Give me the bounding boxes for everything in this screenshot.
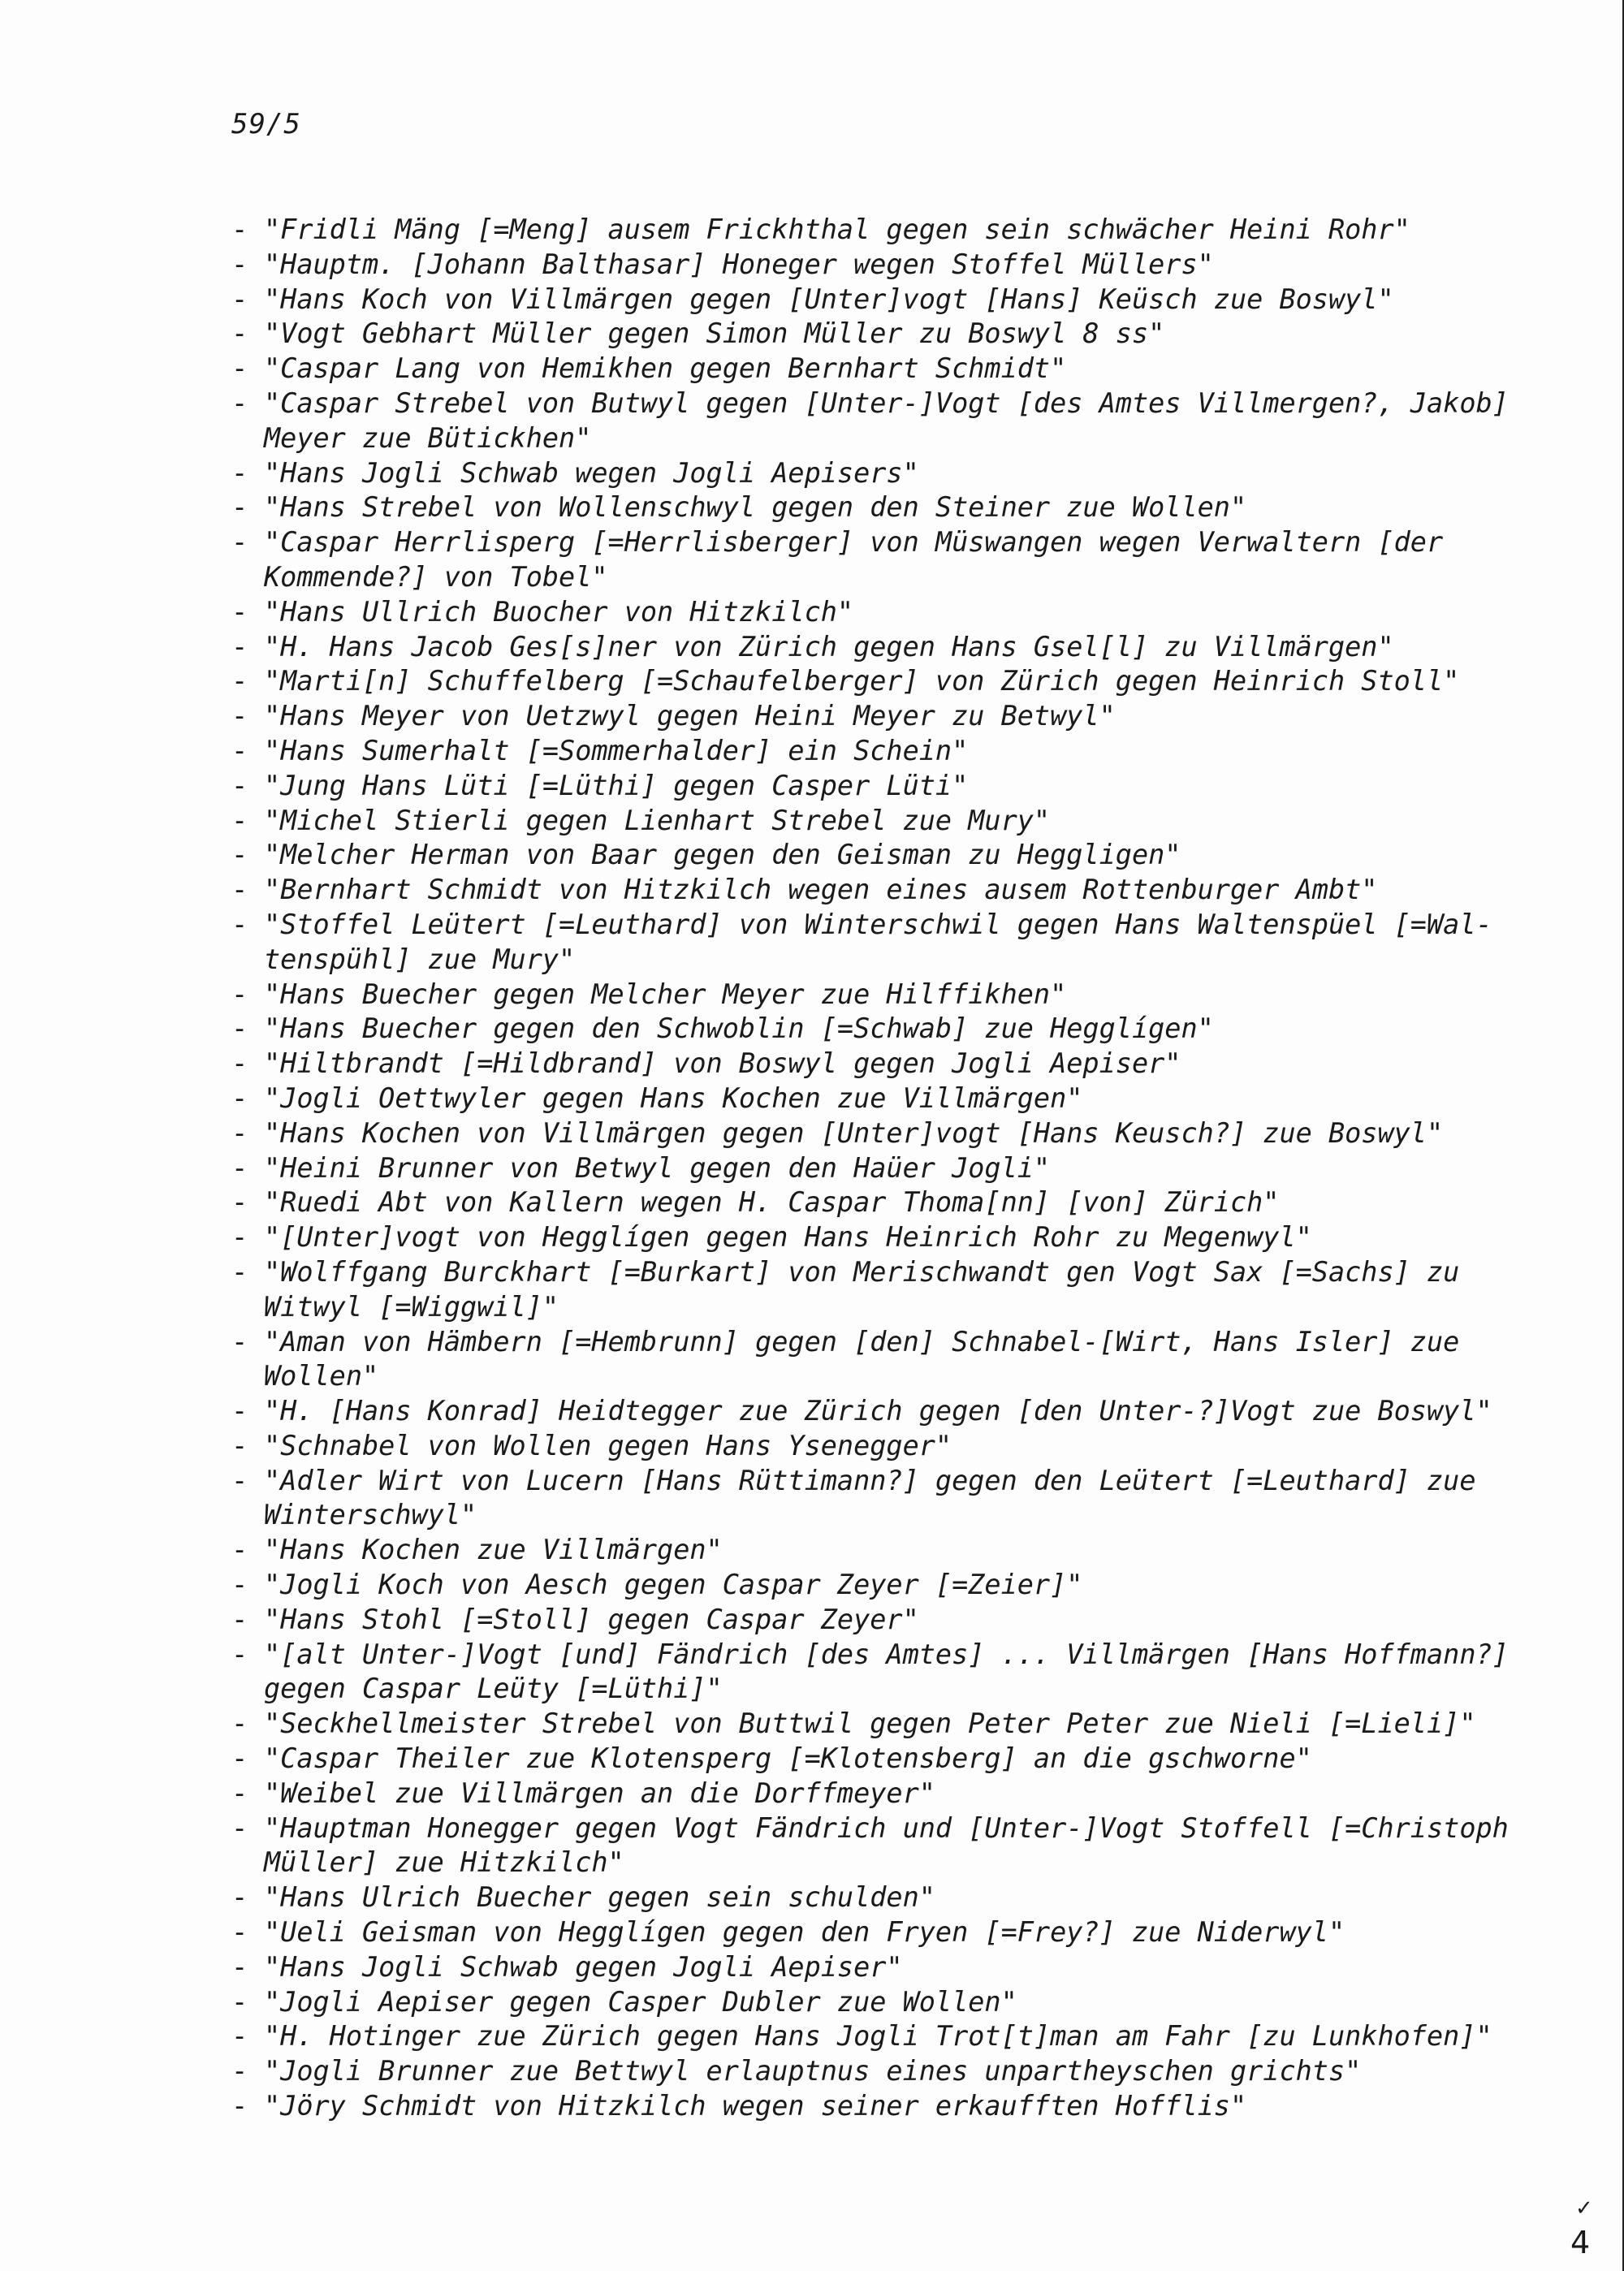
list-dash: - — [231, 1325, 248, 1358]
list-dash: - — [231, 248, 248, 280]
list-dash: - — [231, 1464, 248, 1496]
list-dash: - — [231, 839, 248, 871]
entry-text-line: "Hauptm. [Johann Balthasar] Honeger wegen Stoffel Müllers" — [264, 248, 1214, 280]
list-dash: - — [231, 526, 248, 559]
entry-text-line: "Caspar Herrlisperg [=Herrlisberger] von Müswangen wegen Verwaltern [der — [264, 526, 1444, 559]
list-dash: - — [231, 456, 248, 489]
list-item — [231, 1116, 1531, 1151]
list-item — [231, 804, 1531, 839]
page-number: 59/5 — [231, 108, 301, 140]
entry-text-line: "Michel Stierli gegen Lienhart Strebel zue Mury" — [264, 804, 1051, 836]
list-item — [231, 352, 1531, 386]
list-dash: - — [231, 283, 248, 315]
list-item — [231, 1394, 1531, 1429]
list-item — [231, 838, 1531, 873]
entry-list — [231, 213, 1531, 2124]
entry-text-line: "Hans Meyer von Uetzwyl gegen Heini Meyer zu Betwyl" — [264, 700, 1116, 732]
entry-text-line: "Hans Jogli Schwab gegen Jogli Aepiser" — [264, 1950, 903, 1983]
list-item — [231, 1325, 1531, 1395]
list-dash: - — [231, 1255, 248, 1288]
list-dash: - — [231, 1811, 248, 1844]
entry-text-line: "Weibel zue Villmärgen an die Dorffmeyer" — [264, 1777, 935, 1809]
list-dash: - — [231, 1047, 248, 1080]
list-item — [231, 1880, 1531, 1915]
margin-check-mark: ✓ — [1575, 2196, 1593, 2221]
margin-page-mark: 4 — [1570, 2225, 1591, 2260]
entry-text-line: Witwyl [=Wiggwil]" — [264, 1290, 559, 1323]
entry-text-line: "Jung Hans Lüti [=Lüthi] gegen Casper Lüti" — [264, 769, 969, 801]
list-item — [231, 456, 1531, 491]
entry-text-line: "Hans Koch von Villmärgen gegen [Unter]vogt [Hans] Keüsch zue Boswyl" — [264, 283, 1394, 315]
list-dash: - — [231, 1116, 248, 1149]
entry-text-line: "Hans Ullrich Buocher von Hitzkilch" — [264, 595, 854, 628]
entry-text-line: "Hans Strebel von Wollenschwyl gegen den Steiner zue Wollen" — [264, 491, 1247, 524]
list-dash: - — [231, 2090, 248, 2122]
list-dash: - — [231, 1603, 248, 1635]
entry-text-line: "Ruedi Abt von Kallern wegen H. Caspar Thoma[nn] [von] Zürich" — [264, 1186, 1280, 1219]
entry-text-line: Winterschwyl" — [264, 1499, 477, 1531]
list-dash: - — [231, 665, 248, 697]
list-item — [231, 1742, 1531, 1777]
entry-text-line: "Heini Brunner von Betwyl gegen den Haüer Jogli" — [264, 1151, 1051, 1184]
entry-text-line: Wollen" — [264, 1360, 379, 1392]
entry-text-line: "[alt Unter-]Vogt [und] Fändrich [des Amtes] ... Villmärgen [Hans Hoffmann?] — [264, 1638, 1509, 1670]
list-dash: - — [231, 1534, 248, 1566]
entry-text-line: "Hans Ulrich Buecher gegen sein schulden" — [264, 1881, 935, 1914]
entry-text-line: "Hauptman Honegger gegen Vogt Fändrich und [Unter-]Vogt Stoffell [=Christoph — [264, 1811, 1509, 1844]
list-item — [231, 1950, 1531, 1985]
list-dash: - — [231, 1221, 248, 1254]
list-item — [231, 1464, 1531, 1534]
list-dash: - — [231, 1638, 248, 1670]
entry-text-line: "Hans Jogli Schwab wegen Jogli Aepisers" — [264, 456, 919, 489]
entry-text-line: "Hans Buecher gegen den Schwoblin [=Schwab] zue Hegglígen" — [264, 1012, 1214, 1045]
list-dash: - — [231, 1742, 248, 1775]
list-dash: - — [231, 317, 248, 350]
list-dash: - — [231, 734, 248, 766]
list-dash: - — [231, 1950, 248, 1983]
list-item — [231, 1082, 1531, 1116]
entry-text-line: "H. Hotinger zue Zürich gegen Hans Jogli Trot[t]man am Fahr [zu Lunkhofen]" — [264, 2020, 1492, 2053]
list-item — [231, 1707, 1531, 1742]
list-item — [231, 1012, 1531, 1047]
list-item — [231, 1568, 1531, 1603]
list-item — [231, 213, 1531, 248]
entry-text-line: "Vogt Gebhart Müller gegen Simon Müller zu Boswyl 8 ss" — [264, 317, 1165, 350]
list-item — [231, 283, 1531, 317]
list-dash: - — [231, 1395, 248, 1427]
entry-text-line: "Jogli Brunner zue Bettwyl erlauptnus eines unpartheyschen grichts" — [264, 2055, 1362, 2088]
entry-text-line: gegen Caspar Leüty [=Lüthi]" — [264, 1673, 723, 1705]
entry-text-line: "Hans Sumerhalt [=Sommerhalder] ein Schein" — [264, 734, 969, 766]
entry-text-line: "Bernhart Schmidt von Hitzkilch wegen eines ausem Rottenburger Ambt" — [264, 874, 1378, 906]
list-item — [231, 769, 1531, 804]
entry-text-line: Meyer zue Bütickhen" — [264, 421, 592, 454]
list-dash: - — [231, 1708, 248, 1740]
list-item — [231, 2054, 1531, 2089]
list-dash: - — [231, 978, 248, 1010]
list-dash: - — [231, 1985, 248, 2018]
list-dash: - — [231, 1916, 248, 1949]
entry-text-line: "Jogli Aepiser gegen Casper Dubler zue Wollen" — [264, 1985, 1017, 2018]
list-item — [231, 1915, 1531, 1950]
list-dash: - — [231, 769, 248, 801]
entry-text-line: "Caspar Theiler zue Klotensperg [=Klotensberg] an die gschworne" — [264, 1742, 1312, 1775]
entry-text-line: "Jogli Koch von Aesch gegen Caspar Zeyer [=Zeier]" — [264, 1569, 1083, 1601]
entry-text-line: "Caspar Strebel von Butwyl gegen [Unter-]Vogt [des Amtes Villmergen?, Jakob] — [264, 386, 1509, 419]
entry-text-line: "H. [Hans Konrad] Heidtegger zue Zürich gegen [den Unter-?]Vogt zue Boswyl" — [264, 1395, 1492, 1427]
list-item — [231, 490, 1531, 525]
entry-text-line: "Hiltbrandt [=Hildbrand] von Boswyl gegen Jogli Aepiser" — [264, 1047, 1181, 1080]
list-dash: - — [231, 1777, 248, 1809]
list-dash: - — [231, 2055, 248, 2088]
entry-text-line: "Fridli Mäng [=Meng] ausem Frickhthal gegen sein schwächer Heini Rohr" — [264, 214, 1410, 245]
list-item — [231, 699, 1531, 734]
entry-text-line: "Adler Wirt von Lucern [Hans Rüttimann?] gegen den Leütert [=Leuthard] zue — [264, 1464, 1476, 1496]
list-item — [231, 1255, 1531, 1325]
list-dash: - — [231, 1569, 248, 1601]
list-item — [231, 1429, 1531, 1464]
list-item — [231, 1220, 1531, 1255]
list-dash: - — [231, 2020, 248, 2053]
entry-text-line: "Jogli Oettwyler gegen Hans Kochen zue Villmärgen" — [264, 1082, 1083, 1114]
list-item — [231, 1638, 1531, 1708]
entry-text-line: "[Unter]vogt von Hegglígen gegen Hans Heinrich Rohr zu Megenwyl" — [264, 1221, 1312, 1254]
entry-text-line: Müller] zue Hitzkilch" — [264, 1846, 624, 1879]
entry-text-line: "Hans Buecher gegen Melcher Meyer zue Hilffikhen" — [264, 978, 1067, 1010]
list-item — [231, 1185, 1531, 1220]
entry-text-line: "Hans Kochen zue Villmärgen" — [264, 1534, 723, 1566]
list-item — [231, 1533, 1531, 1568]
entry-text-line: Kommende?] von Tobel" — [264, 560, 608, 593]
list-item — [231, 630, 1531, 665]
list-item — [231, 734, 1531, 769]
list-item — [231, 873, 1531, 908]
list-item — [231, 1811, 1531, 1881]
entry-text-line: "Aman von Hämbern [=Hembrunn] gegen [den] Schnabel-[Wirt, Hans Isler] zue — [264, 1325, 1460, 1358]
list-item — [231, 2019, 1531, 2054]
list-item — [231, 595, 1531, 630]
entry-text-line: "Wolffgang Burckhart [=Burkart] von Merischwandt gen Vogt Sax [=Sachs] zu — [264, 1255, 1460, 1288]
list-item — [231, 248, 1531, 283]
list-item — [231, 2089, 1531, 2124]
list-dash: - — [231, 214, 248, 245]
entry-text-line: "Schnabel von Wollen gegen Hans Ysenegger" — [264, 1429, 952, 1461]
list-dash: - — [231, 1012, 248, 1045]
entry-text-line: "H. Hans Jacob Ges[s]ner von Zürich gegen Hans Gsel[l] zu Villmärgen" — [264, 630, 1394, 663]
list-dash: - — [231, 491, 248, 524]
list-dash: - — [231, 804, 248, 836]
entry-text-line: "Seckhellmeister Strebel von Buttwil gegen Peter Peter zue Nieli [=Lieli]" — [264, 1708, 1476, 1740]
entry-text-line: "Ueli Geisman von Hegglígen gegen den Fryen [=Frey?] zue Niderwyl" — [264, 1916, 1345, 1949]
list-item — [231, 664, 1531, 699]
list-dash: - — [231, 908, 248, 940]
list-item — [231, 1777, 1531, 1811]
entry-text-line: tenspühl] zue Mury" — [264, 943, 576, 975]
entry-text-line: "Hans Kochen von Villmärgen gegen [Unter]vogt [Hans Keusch?] zue Boswyl" — [264, 1116, 1444, 1149]
list-dash: - — [231, 700, 248, 732]
entry-text-line: "Melcher Herman von Baar gegen den Geisman zu Heggligen" — [264, 839, 1181, 871]
list-dash: - — [231, 352, 248, 385]
list-dash: - — [231, 386, 248, 419]
list-dash: - — [231, 1429, 248, 1461]
list-dash: - — [231, 1151, 248, 1184]
list-dash: - — [231, 595, 248, 628]
list-item — [231, 1047, 1531, 1082]
list-item — [231, 317, 1531, 352]
list-item — [231, 1151, 1531, 1186]
list-dash: - — [231, 1082, 248, 1114]
list-item — [231, 525, 1531, 595]
list-dash: - — [231, 1881, 248, 1914]
entry-text-line: "Hans Stohl [=Stoll] gegen Caspar Zeyer" — [264, 1603, 919, 1635]
list-dash: - — [231, 1186, 248, 1219]
list-dash: - — [231, 630, 248, 663]
list-dash: - — [231, 874, 248, 906]
entry-text-line: "Stoffel Leütert [=Leuthard] von Winterschwil gegen Hans Waltenspüel [=Wal- — [264, 908, 1492, 940]
entry-text-line: "Caspar Lang von Hemikhen gegen Bernhart Schmidt" — [264, 352, 1067, 385]
list-item — [231, 386, 1531, 456]
entry-text-line: "Marti[n] Schuffelberg [=Schaufelberger] von Zürich gegen Heinrich Stoll" — [264, 665, 1460, 697]
entry-text-line: "Jöry Schmidt von Hitzkilch wegen seiner erkaufften Hofflis" — [264, 2090, 1247, 2122]
list-item — [231, 1985, 1531, 2020]
list-item — [231, 1603, 1531, 1638]
list-item — [231, 978, 1531, 1012]
list-item — [231, 908, 1531, 978]
